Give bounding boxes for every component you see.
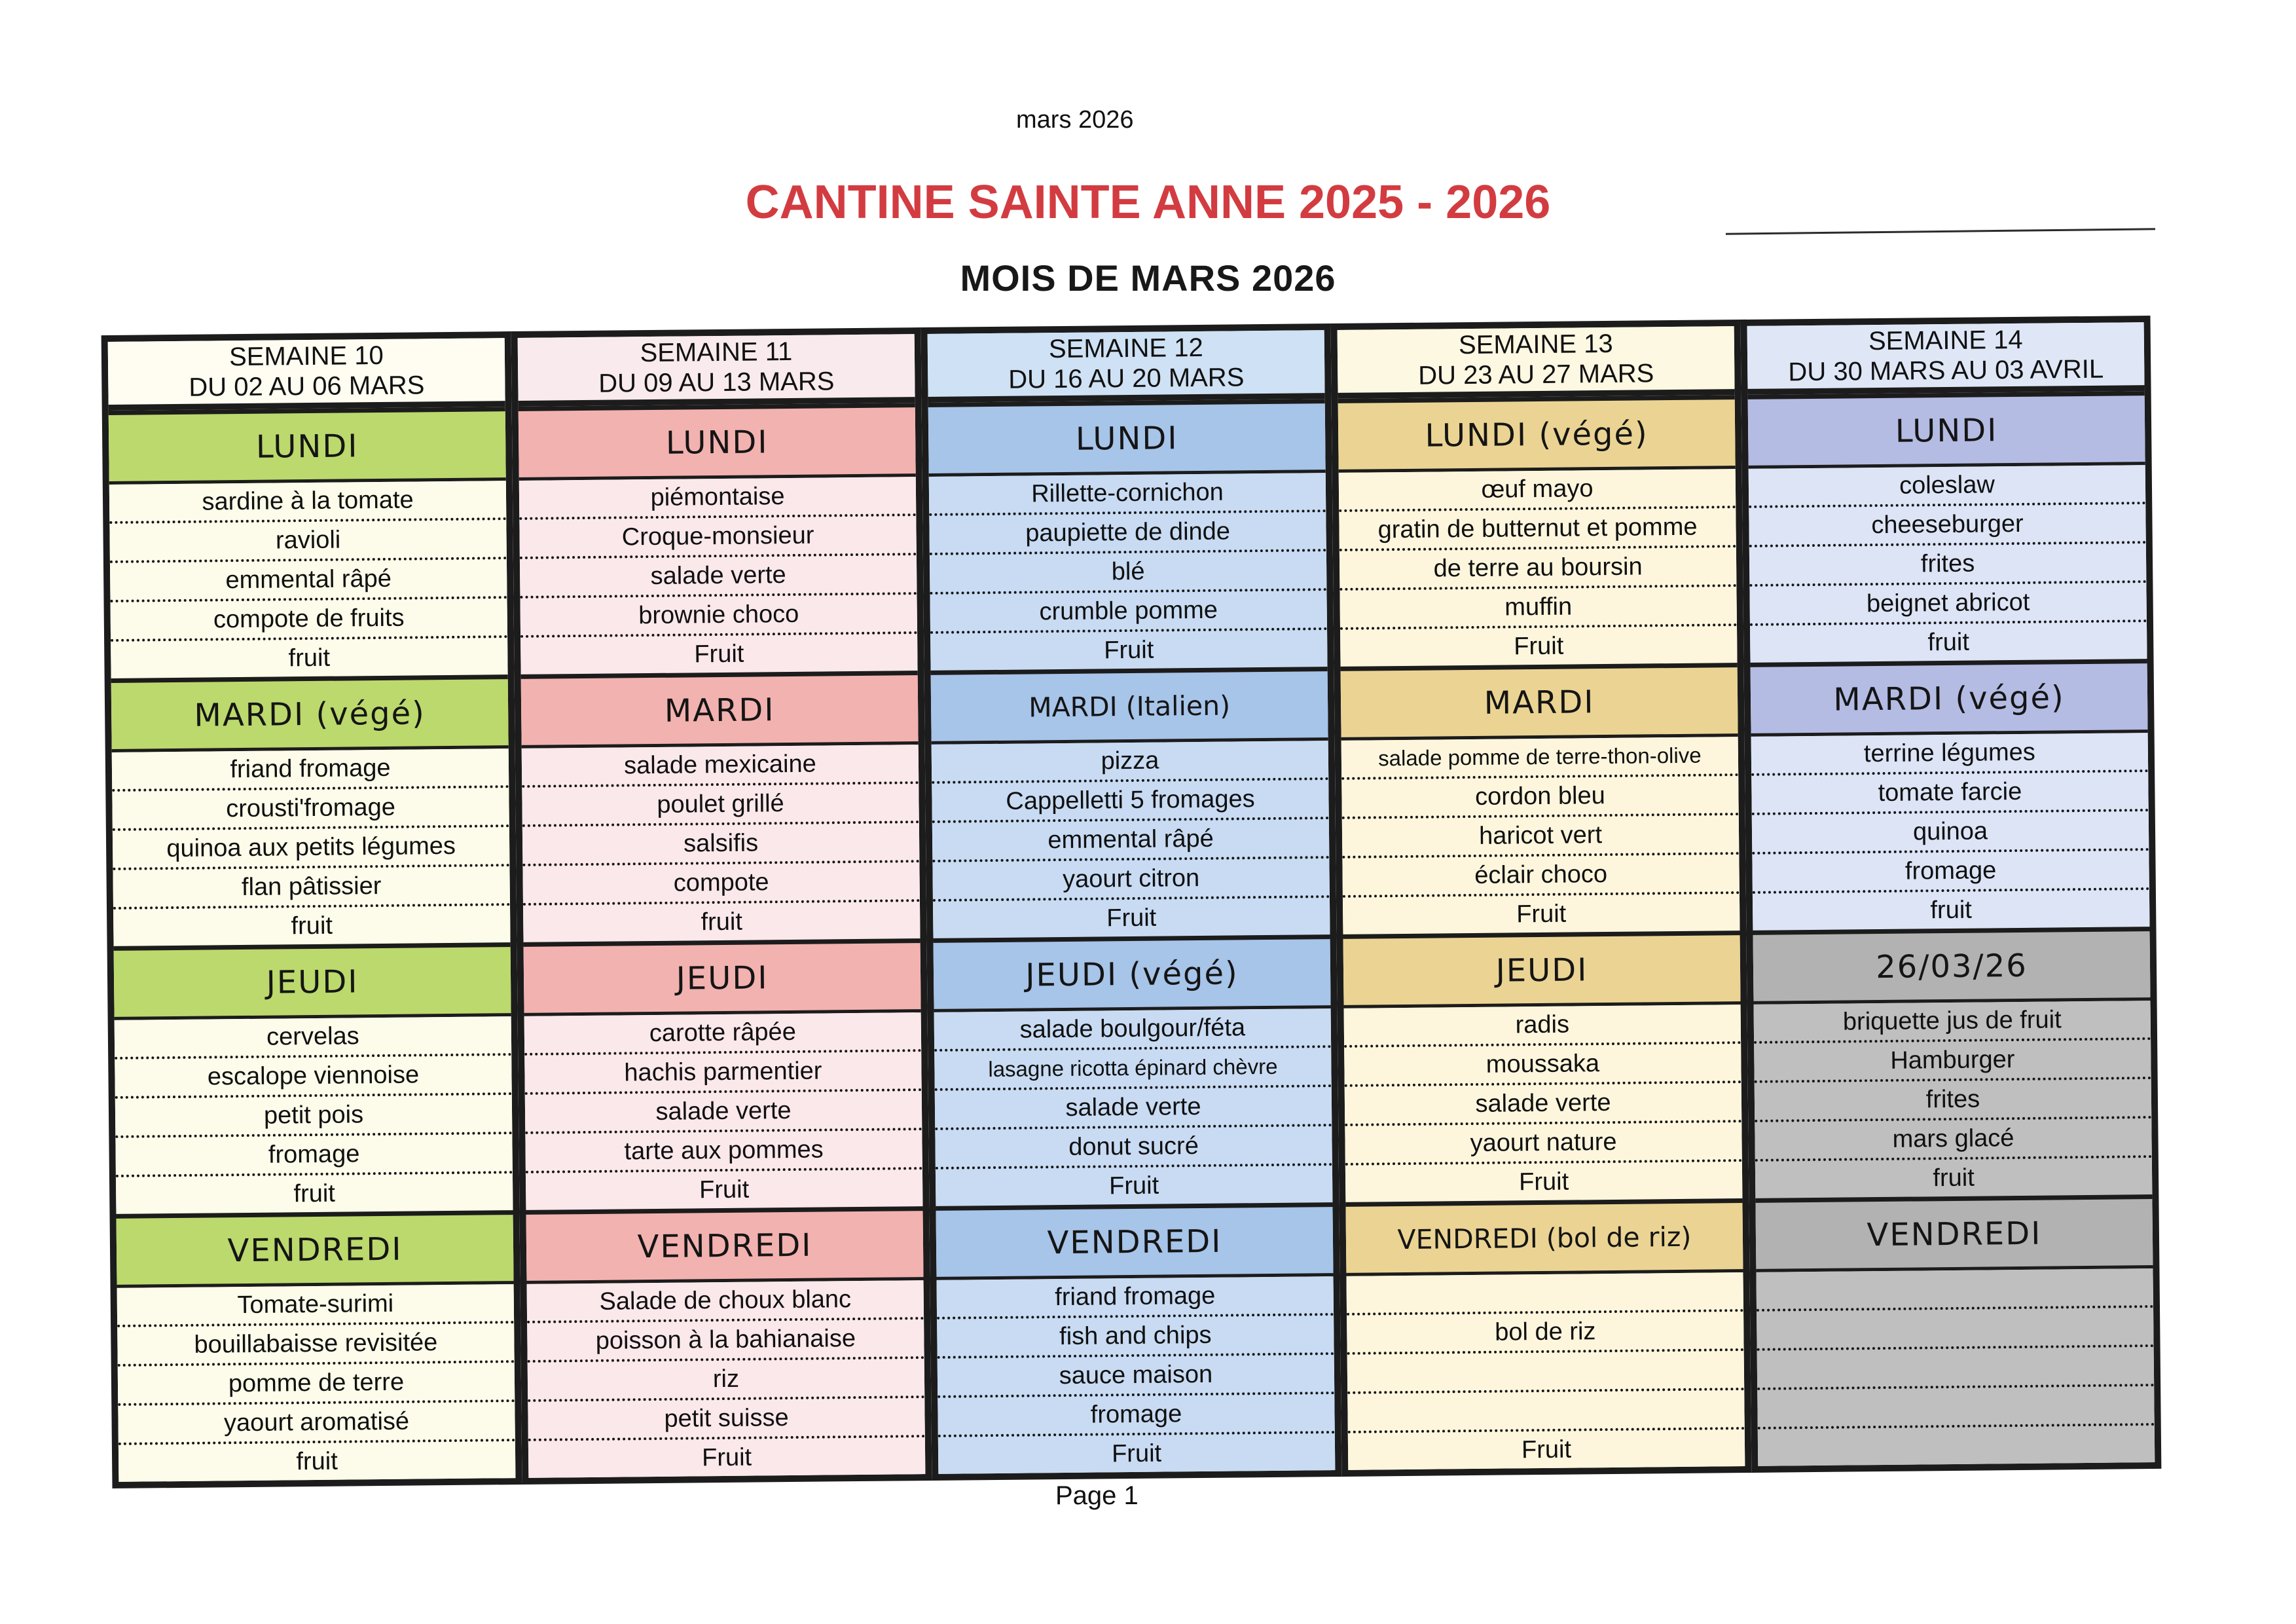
day-menu-mardi-v-g	[1751, 733, 2150, 931]
menu-item-label: hachis parmentier	[624, 1057, 822, 1086]
menu-item	[930, 588, 1327, 631]
menu-item	[1339, 545, 1737, 588]
menu-item	[113, 903, 511, 946]
day-header-lundi	[928, 399, 1326, 477]
week-header-semaine-12	[928, 330, 1325, 403]
menu-item-label: fromage	[1904, 856, 1997, 885]
menu-item-label: blé	[1111, 557, 1145, 585]
day-menu-lundi-v-g	[1339, 469, 1738, 667]
day-label: LUNDI	[665, 423, 769, 462]
menu-item	[520, 553, 917, 596]
menu-item	[1343, 891, 1740, 934]
menu-item-label: beignet abricot	[1866, 588, 2030, 618]
day-label: VENDREDI	[1867, 1215, 2042, 1253]
menu-item	[1340, 623, 1738, 667]
day-menu-mardi	[522, 745, 920, 942]
menu-item-label: Fruit	[1516, 900, 1567, 928]
menu-item	[520, 592, 917, 635]
menu-item-label: cervelas	[266, 1022, 359, 1051]
menu-item	[935, 1084, 1332, 1128]
day-header-lundi	[519, 403, 916, 481]
menu-item-label: brownie choco	[638, 600, 799, 629]
day-header-vendredi	[936, 1202, 1333, 1280]
menu-item-label: lasagne ricotta épinard chèvre	[988, 1054, 1278, 1082]
menu-item-label: Fruit	[1108, 1172, 1159, 1200]
menu-item-label: haricot vert	[1478, 821, 1603, 850]
day-menu-mardi	[1341, 737, 1740, 934]
menu-item	[523, 899, 920, 942]
menu-item-label: tomate farcie	[1878, 777, 2022, 807]
day-header-lundi	[109, 407, 506, 485]
menu-item-label: salade verte	[1065, 1092, 1201, 1122]
day-header-vendredi	[1755, 1194, 2153, 1272]
menu-item	[932, 777, 1329, 821]
day-menu-26-03-26	[1754, 1001, 2153, 1198]
menu-item-label: quinoa aux petits légumes	[166, 832, 456, 862]
week-dates: DU 02 AU 06 MARS	[189, 371, 425, 402]
week-title: SEMAINE 10	[228, 341, 384, 372]
week-dates: DU 30 MARS AU 03 AVRIL	[1788, 354, 2104, 387]
menu-item-label: cordon bleu	[1474, 781, 1605, 811]
week-title: SEMAINE 11	[640, 337, 793, 368]
week-header-semaine-13	[1338, 326, 1735, 399]
day-label: VENDREDI	[1047, 1223, 1222, 1261]
menu-item	[1341, 737, 1739, 777]
menu-item-label: coleslaw	[1899, 470, 1995, 500]
menu-item	[528, 1356, 925, 1399]
menu-item	[1750, 619, 2147, 663]
menu-item	[937, 1313, 1334, 1356]
menu-item	[1757, 1384, 2155, 1427]
day-menu-lundi	[519, 477, 918, 674]
menu-item	[1347, 1388, 1745, 1431]
menu-item-label: escalope viennoise	[207, 1060, 420, 1091]
menu-item	[1347, 1348, 1745, 1392]
menu-item	[930, 549, 1327, 592]
menu-item	[526, 1167, 923, 1210]
page-title: CANTINE SAINTE ANNE 2025 - 2026	[745, 176, 1551, 229]
menu-item-label: piémontaise	[650, 482, 785, 511]
menu-item-label: bol de riz	[1495, 1317, 1596, 1346]
day-label: VENDREDI (bol de riz)	[1397, 1221, 1692, 1255]
menu-item-label: salade pomme de terre-thon-olive	[1378, 743, 1702, 771]
menu-item-label: Fruit	[1518, 1168, 1569, 1196]
menu-item	[1754, 1037, 2151, 1080]
menu-item	[936, 1163, 1333, 1206]
menu-item	[930, 627, 1328, 671]
menu-item	[1749, 465, 2146, 506]
menu-item	[522, 781, 919, 824]
menu-item-label: Fruit	[1514, 632, 1564, 660]
menu-item-label: salsifis	[683, 828, 759, 858]
menu-item	[115, 1132, 513, 1175]
menu-item-label: œuf mayo	[1481, 474, 1594, 504]
menu-item-label: sauce maison	[1059, 1360, 1213, 1390]
menu-item-label: paupiette de dinde	[1025, 517, 1231, 547]
week-column-semaine-14	[1741, 316, 2162, 1473]
menu-item	[527, 1317, 924, 1360]
menu-item	[1342, 813, 1740, 856]
menu-item	[528, 1435, 926, 1478]
menu-item	[929, 473, 1326, 513]
menu-item	[1344, 1041, 1741, 1084]
day-label: MARDI (végé)	[1833, 678, 2066, 718]
menu-item-label: frites	[1920, 549, 1975, 578]
menu-item-label: fruit	[1933, 1164, 1975, 1192]
menu-item-label: salade boulgour/féta	[1019, 1013, 1246, 1044]
day-header-jeudi	[1343, 931, 1740, 1008]
menu-item	[1341, 773, 1739, 817]
menu-item	[1755, 1077, 2152, 1120]
day-menu-jeudi	[1344, 1005, 1743, 1202]
day-menu-mardi-v-g	[112, 748, 511, 946]
menu-item	[115, 1092, 513, 1135]
page-footer: Page 1	[1055, 1481, 1139, 1510]
menu-item-label: compote de fruits	[213, 604, 405, 633]
day-header-mardi-v-g	[111, 674, 509, 752]
day-label: MARDI	[1484, 683, 1595, 722]
menu-item	[934, 1045, 1332, 1088]
day-header-jeudi-v-g	[934, 934, 1331, 1012]
menu-item	[113, 824, 510, 868]
menu-item-label: gratin de butternut et pomme	[1377, 513, 1698, 544]
menu-item	[1749, 580, 2147, 623]
menu-item	[115, 1053, 512, 1096]
day-header-jeudi	[114, 942, 511, 1020]
menu-item-label: Rillette-cornichon	[1031, 478, 1224, 507]
menu-item	[1345, 1080, 1742, 1124]
day-header-vendredi-bol-de-riz	[1345, 1198, 1743, 1276]
day-menu-vendredi	[117, 1284, 516, 1482]
menu-item-label: petit suisse	[664, 1403, 789, 1433]
menu-item	[1753, 887, 2150, 931]
day-header-mardi-italien	[931, 667, 1328, 745]
day-menu-lundi	[929, 473, 1328, 671]
menu-item	[117, 1284, 515, 1325]
menu-item-label: yaourt aromatisé	[223, 1407, 410, 1437]
menu-item-label: riz	[712, 1365, 740, 1393]
menu-item-label: fruit	[1930, 896, 1973, 924]
day-header-mardi	[1341, 663, 1738, 741]
week-header-semaine-11	[518, 334, 915, 407]
menu-item-label: cheeseburger	[1871, 509, 2024, 539]
menu-item	[117, 1321, 515, 1364]
menu-item	[1751, 769, 2149, 813]
menu-item-label: fromage	[1090, 1399, 1182, 1429]
menu-item	[113, 864, 510, 907]
menu-item-label: terrine légumes	[1863, 738, 2036, 767]
menu-item	[938, 1431, 1336, 1474]
menu-item-label: crousti'fromage	[226, 793, 396, 822]
menu-item	[932, 817, 1330, 860]
day-menu-mardi-italien	[932, 741, 1330, 938]
day-label: LUNDI	[1075, 419, 1178, 458]
menu-item	[1346, 1272, 1743, 1313]
menu-item	[1344, 1005, 1741, 1045]
menu-item	[522, 860, 920, 903]
menu-item-label: pomme de terre	[228, 1368, 405, 1397]
menu-item-label: ravioli	[275, 526, 341, 555]
day-label: VENDREDI	[227, 1230, 403, 1269]
menu-item	[935, 1124, 1332, 1167]
menu-item-label: Fruit	[699, 1175, 750, 1204]
menu-item	[1757, 1305, 2154, 1348]
menu-item-label: fruit	[288, 644, 331, 672]
day-header-26-03-26	[1753, 927, 2150, 1005]
week-column-semaine-13	[1331, 320, 1752, 1477]
day-menu-jeudi-v-g	[934, 1008, 1333, 1206]
menu-item	[1751, 733, 2149, 773]
menu-item	[1749, 502, 2146, 545]
day-menu-jeudi	[115, 1016, 513, 1214]
menu-item	[524, 1012, 922, 1053]
menu-item	[118, 1360, 515, 1403]
day-menu-vendredi	[1756, 1268, 2155, 1466]
day-label: LUNDI	[255, 427, 359, 466]
menu-item-label: salade verte	[655, 1096, 792, 1126]
menu-item	[1345, 1159, 1743, 1202]
menu-item	[111, 635, 508, 678]
week-column-semaine-10	[101, 331, 522, 1488]
menu-item-label: fruit	[293, 1179, 336, 1208]
menu-item-label: sardine à la tomate	[202, 485, 414, 516]
week-header-semaine-14	[1747, 322, 2145, 395]
day-header-vendredi	[526, 1206, 923, 1284]
menu-item-label: Fruit	[1521, 1435, 1572, 1464]
menu-table	[101, 316, 2162, 1488]
day-label: JEUDI	[676, 959, 769, 997]
menu-item-label: fruit	[701, 908, 743, 936]
menu-item	[934, 1008, 1332, 1049]
day-menu-vendredi-bol-de-riz	[1346, 1272, 1745, 1470]
menu-item	[1347, 1309, 1744, 1352]
menu-item-label: emmental râpé	[225, 564, 392, 594]
week-title: SEMAINE 12	[1048, 333, 1203, 364]
week-title: SEMAINE 14	[1868, 325, 2023, 356]
menu-item	[929, 509, 1326, 553]
menu-item-label: emmental râpé	[1048, 824, 1214, 854]
menu-item-label: yaourt citron	[1062, 864, 1200, 893]
day-label: JEUDI	[1495, 951, 1588, 989]
menu-item	[937, 1276, 1334, 1317]
menu-item	[1758, 1423, 2155, 1466]
day-menu-jeudi	[524, 1012, 923, 1210]
menu-item-label: muffin	[1504, 593, 1573, 621]
day-header-lundi-v-g	[1338, 395, 1736, 473]
menu-item	[1755, 1155, 2153, 1198]
menu-item	[932, 856, 1330, 899]
menu-item-label: petit pois	[263, 1100, 364, 1130]
day-label: JEUDI (végé)	[1025, 954, 1239, 994]
week-header-semaine-10	[108, 338, 505, 411]
menu-item-label: frites	[1925, 1085, 1980, 1113]
menu-item-label: bouillabaisse revisitée	[194, 1328, 438, 1359]
week-column-semaine-11	[511, 327, 932, 1485]
menu-item-label: salade mexicaine	[623, 750, 816, 779]
menu-item-label: Fruit	[701, 1443, 752, 1471]
menu-item	[519, 477, 917, 517]
menu-item-label: Fruit	[1111, 1439, 1162, 1467]
menu-item-label: friand fromage	[1055, 1282, 1216, 1311]
menu-item-label: de terre au boursin	[1433, 552, 1643, 583]
menu-item	[1752, 809, 2149, 852]
menu-item-label: friand fromage	[230, 754, 391, 783]
menu-item	[112, 748, 509, 789]
menu-item	[1339, 469, 1736, 509]
day-menu-lundi	[109, 481, 508, 678]
menu-item	[1757, 1344, 2155, 1388]
menu-item-label: Hamburger	[1890, 1045, 2015, 1075]
menu-item	[1345, 1120, 1742, 1163]
menu-item-label: Croque-monsieur	[621, 521, 814, 551]
menu-item	[118, 1439, 516, 1482]
menu-item	[1342, 852, 1740, 895]
menu-item	[1339, 506, 1736, 549]
menu-item-label: salade verte	[1475, 1088, 1611, 1118]
menu-item	[525, 1128, 922, 1171]
menu-item	[522, 821, 920, 864]
day-label: 26/03/26	[1875, 947, 2028, 986]
day-label: VENDREDI	[637, 1227, 812, 1265]
menu-item	[1754, 1001, 2151, 1041]
menu-item	[1755, 1116, 2152, 1159]
menu-item-label: fromage	[268, 1139, 360, 1169]
day-menu-vendredi	[527, 1280, 926, 1478]
menu-item-label: poisson à la bahianaise	[595, 1324, 856, 1355]
menu-item-label: salade verte	[650, 561, 786, 590]
menu-item-label: fruit	[1927, 628, 1970, 656]
menu-item-label: yaourt nature	[1470, 1128, 1617, 1157]
menu-item	[109, 517, 507, 561]
menu-item	[112, 785, 509, 828]
day-header-vendredi	[117, 1210, 514, 1288]
week-dates: DU 23 AU 27 MARS	[1418, 359, 1654, 390]
menu-item	[1749, 541, 2147, 584]
menu-item	[528, 1395, 925, 1439]
menu-item-label: Fruit	[694, 640, 744, 668]
menu-item-label: mars glacé	[1892, 1124, 2014, 1153]
day-label: MARDI	[664, 691, 775, 729]
menu-item	[527, 1280, 924, 1321]
menu-item	[938, 1392, 1335, 1435]
day-label: LUNDI	[1895, 411, 1998, 450]
menu-item	[1756, 1268, 2153, 1309]
menu-item	[524, 1049, 922, 1092]
week-dates: DU 09 AU 13 MARS	[598, 367, 835, 398]
week-dates: DU 16 AU 20 MARS	[1008, 363, 1245, 394]
menu-item	[110, 557, 507, 600]
menu-item	[932, 741, 1329, 781]
menu-item	[116, 1171, 513, 1214]
menu-item	[933, 895, 1330, 938]
day-header-jeudi	[524, 938, 921, 1016]
menu-item-label: donut sucré	[1068, 1132, 1199, 1161]
menu-item	[115, 1016, 512, 1057]
menu-item-label: Tomate-surimi	[237, 1289, 394, 1319]
menu-item-label: moussaka	[1485, 1049, 1600, 1079]
day-label: MARDI (végé)	[194, 694, 426, 734]
menu-item-label: briquette jus de fruit	[1842, 1005, 2062, 1036]
menu-item	[519, 513, 917, 557]
month-label: mars 2026	[1016, 106, 1134, 134]
menu-item-label: quinoa	[1912, 817, 1988, 846]
menu-item	[522, 745, 919, 785]
menu-item	[118, 1399, 515, 1443]
menu-item-label: Cappelletti 5 fromages	[1006, 784, 1255, 815]
menu-item-label: pizza	[1101, 747, 1159, 775]
day-menu-vendredi	[937, 1276, 1336, 1474]
menu-item	[938, 1352, 1335, 1395]
menu-item-label: Fruit	[1104, 636, 1154, 664]
menu-item-label: fish and chips	[1059, 1321, 1212, 1350]
menu-item	[109, 481, 507, 521]
menu-item-label: poulet grillé	[657, 789, 784, 819]
day-label: LUNDI (végé)	[1425, 415, 1649, 454]
page-subtitle: MOIS DE MARS 2026	[960, 257, 1336, 299]
menu-item-label: éclair choco	[1474, 860, 1608, 889]
menu-item-label: fruit	[296, 1447, 338, 1475]
week-column-semaine-12	[921, 323, 1342, 1481]
menu-item	[1339, 584, 1737, 627]
menu-item	[110, 596, 507, 639]
week-title: SEMAINE 13	[1458, 329, 1613, 360]
menu-item-label: fruit	[291, 912, 333, 940]
menu-item-label: radis	[1515, 1010, 1570, 1039]
day-label: MARDI (Italien)	[1028, 690, 1231, 723]
menu-item	[1752, 848, 2149, 891]
menu-item-label: carotte râpée	[649, 1018, 797, 1047]
day-header-mardi	[521, 671, 919, 748]
day-menu-lundi	[1749, 465, 2147, 663]
menu-item-label: compote	[673, 868, 769, 897]
menu-item	[520, 631, 918, 674]
menu-item-label: tarte aux pommes	[624, 1135, 824, 1165]
menu-item	[1348, 1427, 1745, 1470]
menu-item-label: crumble pomme	[1039, 596, 1218, 625]
day-label: JEUDI	[266, 963, 359, 1001]
menu-item-label: flan pâtissier	[241, 872, 382, 901]
menu-item-label: Salade de choux blanc	[599, 1285, 852, 1316]
menu-item	[525, 1088, 922, 1132]
menu-item-label: Fruit	[1106, 904, 1157, 932]
day-header-lundi	[1748, 391, 2145, 469]
day-header-mardi-v-g	[1751, 659, 2148, 737]
